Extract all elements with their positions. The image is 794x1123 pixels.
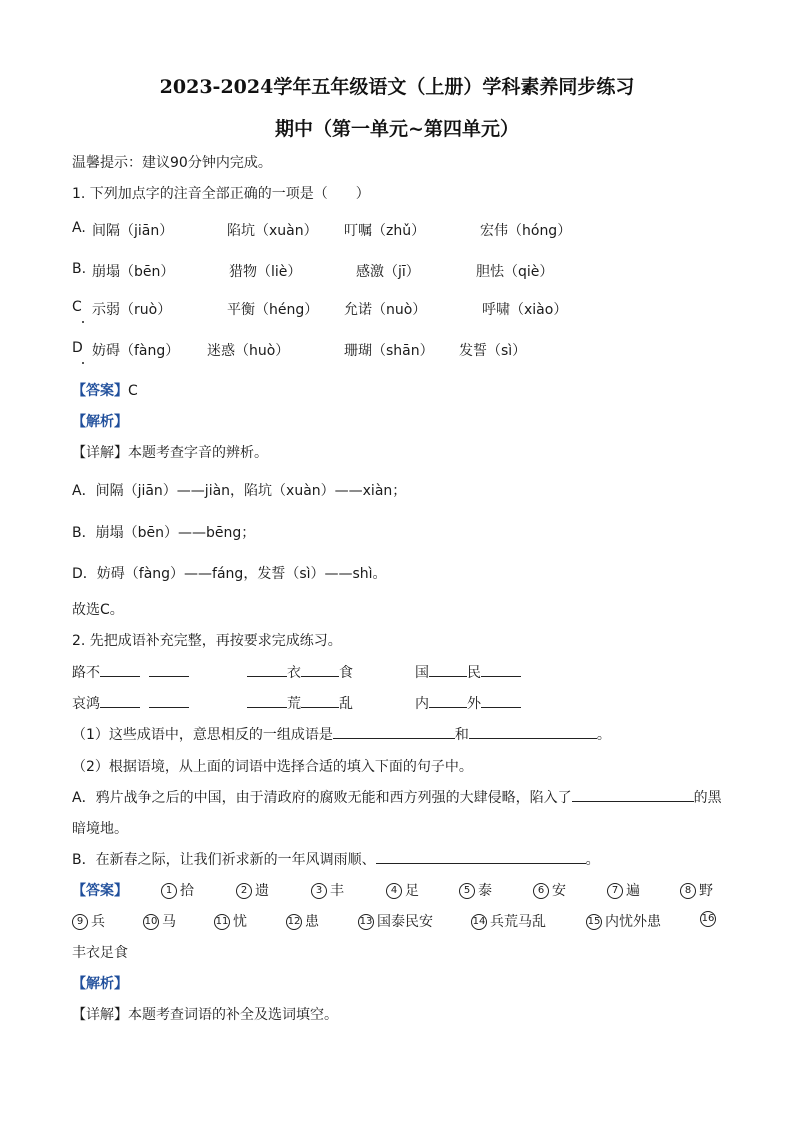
q1-option-d-letter: D (72, 340, 83, 356)
answer-item-1: 1 拾 (161, 880, 194, 900)
q2-sentence-a-cont: 暗境地。 (72, 821, 128, 837)
fill-blank[interactable] (100, 662, 140, 677)
answer-item-11: 11 忧 (215, 914, 247, 930)
fill-blank[interactable] (247, 693, 287, 708)
q2-sub1: （1）这些成语中，意思相反的一组成语是 和 。 (72, 724, 611, 744)
q1-option-d-item-3: 珊瑚（shān） (344, 343, 434, 359)
q1-analysis-label: 【解析】 (72, 414, 128, 430)
fill-blank[interactable] (429, 662, 467, 677)
answer-item-16: 丰衣足食 (72, 945, 128, 961)
idiom-2: 衣 食 (247, 662, 353, 682)
q1-explain-d: D．妨碍（fàng）——fáng，发誓（sì）——shì。 (72, 566, 387, 582)
tip-text: 温馨提示：建议90分钟内完成。 (72, 155, 272, 171)
fill-blank[interactable] (100, 693, 140, 708)
answer-item-10: 10 马 (144, 914, 176, 930)
q1-option-c-item-4: 呼啸（xiào） (482, 302, 568, 318)
q1-option-b-item-3: 感激（jī） (356, 264, 420, 280)
answer-item-14: 14 兵荒马乱 (472, 914, 546, 930)
q2-analysis-label: 【解析】 (72, 976, 128, 992)
idiom-5: 荒 乱 (247, 693, 353, 713)
q1-answer (72, 380, 138, 400)
answer-item-8: 8 野 (680, 880, 713, 900)
q2-detail: 【详解】本题考查词语的补全及选词填空。 (72, 1007, 338, 1023)
answer-item-9: 9 兵 (72, 911, 105, 931)
document-title: 2023-2024学年五年级语文（上册）学科素养同步练习 (159, 76, 635, 98)
fill-blank[interactable] (572, 787, 694, 802)
answer-item-12: 12 患 (287, 914, 319, 930)
q2-sentence-a: A．鸦片战争之后的中国，由于清政府的腐败无能和西方列强的大肆侵略，陷入了 的黑 (72, 787, 722, 807)
answer-item-13: 13 国泰民安 (359, 914, 433, 930)
q1-option-d-item-4: 发誓（sì） (459, 343, 527, 359)
q1-option-c-item-3: 允诺（nuò） (344, 302, 427, 318)
q1-option-c-item-2: 平衡（héng） (227, 302, 319, 318)
q1-explain-b: B．崩塌（bēn）——bēng； (72, 525, 256, 541)
fill-blank[interactable] (149, 693, 189, 708)
q1-option-c-item-1: 示弱（ruò） (92, 302, 172, 318)
q1-detail: 【详解】本题考查字音的辨析。 (72, 445, 268, 461)
q1-option-b-item-2: 猎物（liè） (229, 264, 302, 280)
emphasis-dot (82, 362, 84, 364)
emphasis-dot (82, 321, 84, 323)
answer-item-3: 3 丰 (311, 880, 344, 900)
q2-answer-label: 【答案】 (72, 883, 128, 899)
q2-stem: 2. 先把成语补充完整，再按要求完成练习。 (72, 633, 342, 649)
q1-option-a-item-3: 叮嘱（zhǔ） (344, 223, 426, 239)
fill-blank[interactable] (469, 724, 597, 739)
q1-conclusion: 故选C。 (72, 602, 124, 618)
fill-blank[interactable] (247, 662, 287, 677)
answer-value: C (128, 383, 138, 399)
fill-blank[interactable] (429, 693, 467, 708)
q1-option-a-item-2: 陷坑（xuàn） (227, 223, 318, 239)
q2-sentence-b: B．在新春之际，让我们祈求新的一年风调雨顺、 。 (72, 849, 600, 869)
q1-option-b-item-4: 胆怯（qiè） (476, 264, 554, 280)
fill-blank[interactable] (301, 693, 339, 708)
answer-item-15: 15 内忧外患 (587, 914, 661, 930)
fill-blank[interactable] (149, 662, 189, 677)
q1-option-b-item-1: 崩塌（bēn） (92, 264, 175, 280)
fill-blank[interactable] (481, 662, 521, 677)
q1-option-a-item-1: 间隔（jiān） (92, 223, 174, 239)
idiom-4: 哀鸿 (72, 693, 189, 713)
answer-item-4: 4 足 (386, 880, 419, 900)
q1-option-d-item-1: 妨碍（fàng） (92, 343, 180, 359)
fill-blank[interactable] (301, 662, 339, 677)
q1-explain-a: A．间隔（jiān）——jiàn，陷坑（xuàn）——xiàn； (72, 483, 407, 499)
answer-item-2: 2 遗 (236, 880, 269, 900)
answer-item-7: 7 遍 (607, 880, 640, 900)
q1-option-c-letter: C (72, 299, 82, 315)
q2-sub2: （2）根据语境，从上面的词语中选择合适的填入下面的句子中。 (72, 759, 473, 775)
idiom-1: 路不 (72, 662, 189, 682)
idiom-6: 内 外 (415, 693, 521, 713)
q1-option-d-item-2: 迷惑（huò） (207, 343, 290, 359)
q1-option-b-letter: B. (72, 261, 87, 277)
idiom-3: 国 民 (415, 662, 521, 682)
fill-blank[interactable] (333, 724, 455, 739)
fill-blank[interactable] (481, 693, 521, 708)
q1-option-a-item-4: 宏伟（hóng） (480, 223, 572, 239)
answer-item-6: 6 安 (533, 880, 566, 900)
answer-label: 【答案】 (72, 383, 128, 399)
answer-item-16-number: 16 (700, 911, 719, 927)
fill-blank[interactable] (376, 849, 586, 864)
document-subtitle: 期中（第一单元~第四单元） (275, 118, 519, 140)
answer-item-5: 5 泰 (459, 880, 492, 900)
q1-stem: 1. 下列加点字的注音全部正确的一项是（ ） (72, 186, 370, 202)
q1-option-a-letter: A. (72, 220, 86, 236)
